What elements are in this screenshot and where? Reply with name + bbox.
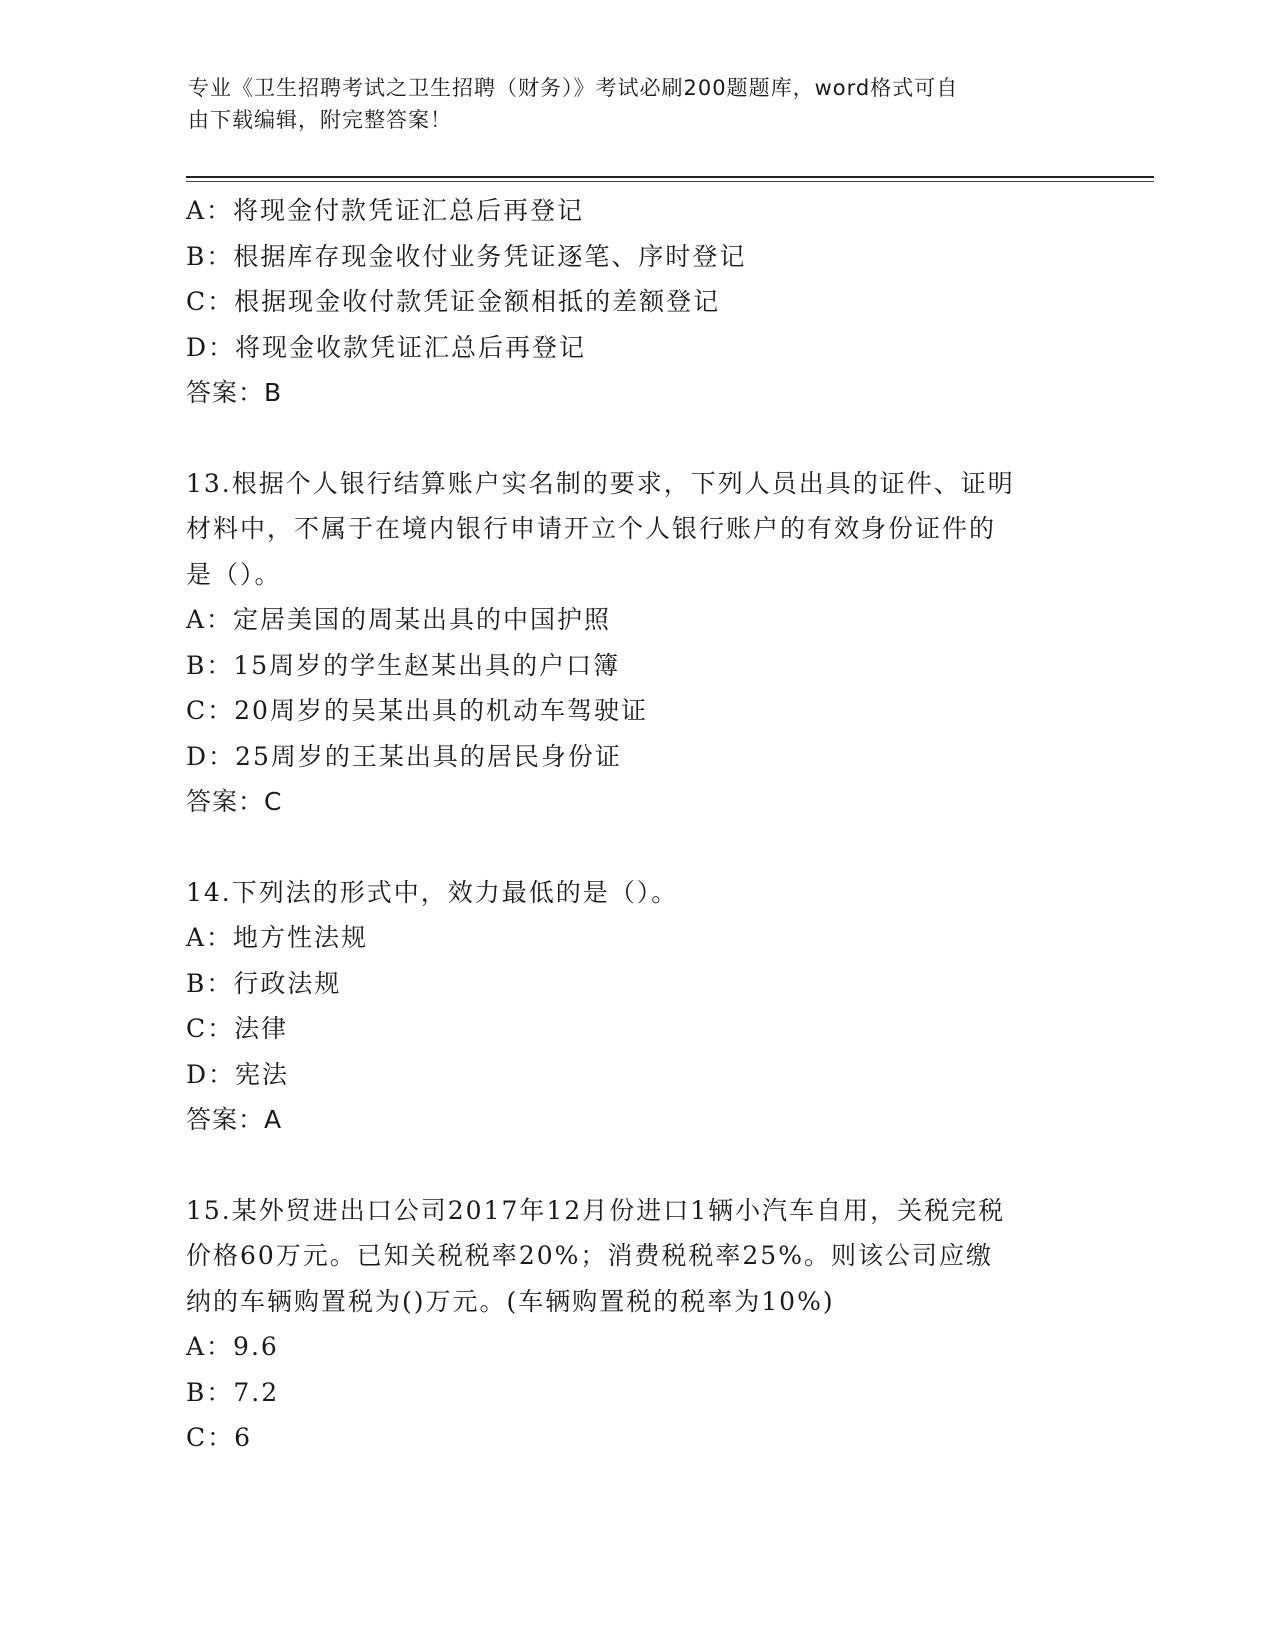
option-a: A：将现金付款凭证汇总后再登记 [186,196,585,225]
spacer [186,1143,1086,1188]
question-text-line: 纳的车辆购置税为()万元。(车辆购置税的税率为10%) [186,1286,835,1316]
option-d: D：25周岁的王某出具的居民身份证 [186,741,622,771]
question-15-block [186,1188,1086,1461]
option-b: B：行政法规 [186,968,342,998]
option-b: B：7.2 [186,1377,280,1407]
question-text-line: 材料中，不属于在境内银行申请开立个人银行账户的有效身份证件的 [186,514,997,543]
option-b: B：15周岁的学生赵某出具的户口簿 [186,650,621,680]
header-divider-thin [186,181,1154,182]
spacer [186,825,1086,870]
option-c: C：20周岁的吴某出具的机动车驾驶证 [186,696,648,725]
header-divider-thick [186,176,1154,178]
option-a: A：地方性法规 [186,923,369,952]
question-text-line: 是（）。 [186,559,282,589]
option-b: B：根据库存现金收付业务凭证逐笔、序时登记 [186,241,747,271]
option-c: C：6 [186,1423,253,1452]
answer-line: 答案：C [186,787,283,816]
question-list [186,188,1086,1461]
question-12-block [186,188,1086,416]
header-line-2: 由下载编辑，附完整答案！ [188,108,452,132]
spacer [186,416,1086,461]
question-text-line: 15.某外贸进出口公司2017年12月份进口1辆小汽车自用，关税完税 [186,1195,1006,1225]
option-c: C：法律 [186,1014,289,1043]
document-header [188,72,1088,136]
option-a: A：9.6 [186,1332,279,1361]
option-a: A：定居美国的周某出具的中国护照 [186,605,612,634]
option-c: C：根据现金收付款凭证金额相抵的差额登记 [186,287,721,316]
answer-line: 答案：B [186,378,283,407]
question-text-line: 14.下列法的形式中，效力最低的是（）。 [186,877,679,907]
answer-line: 答案：A [186,1105,283,1134]
question-13-block [186,461,1086,825]
question-text-line: 13.根据个人银行结算账户实名制的要求，下列人员出具的证件、证明 [186,468,1015,498]
header-line-1: 专业《卫生招聘考试之卫生招聘（财务）》考试必刷200题题库，word格式可自 [188,76,959,100]
question-14-block [186,870,1086,1143]
option-d: D：宪法 [186,1059,290,1089]
question-text-line: 价格60万元。已知关税税率20%；消费税税率25%。则该公司应缴 [186,1241,993,1270]
option-d: D：将现金收款凭证汇总后再登记 [186,332,587,362]
